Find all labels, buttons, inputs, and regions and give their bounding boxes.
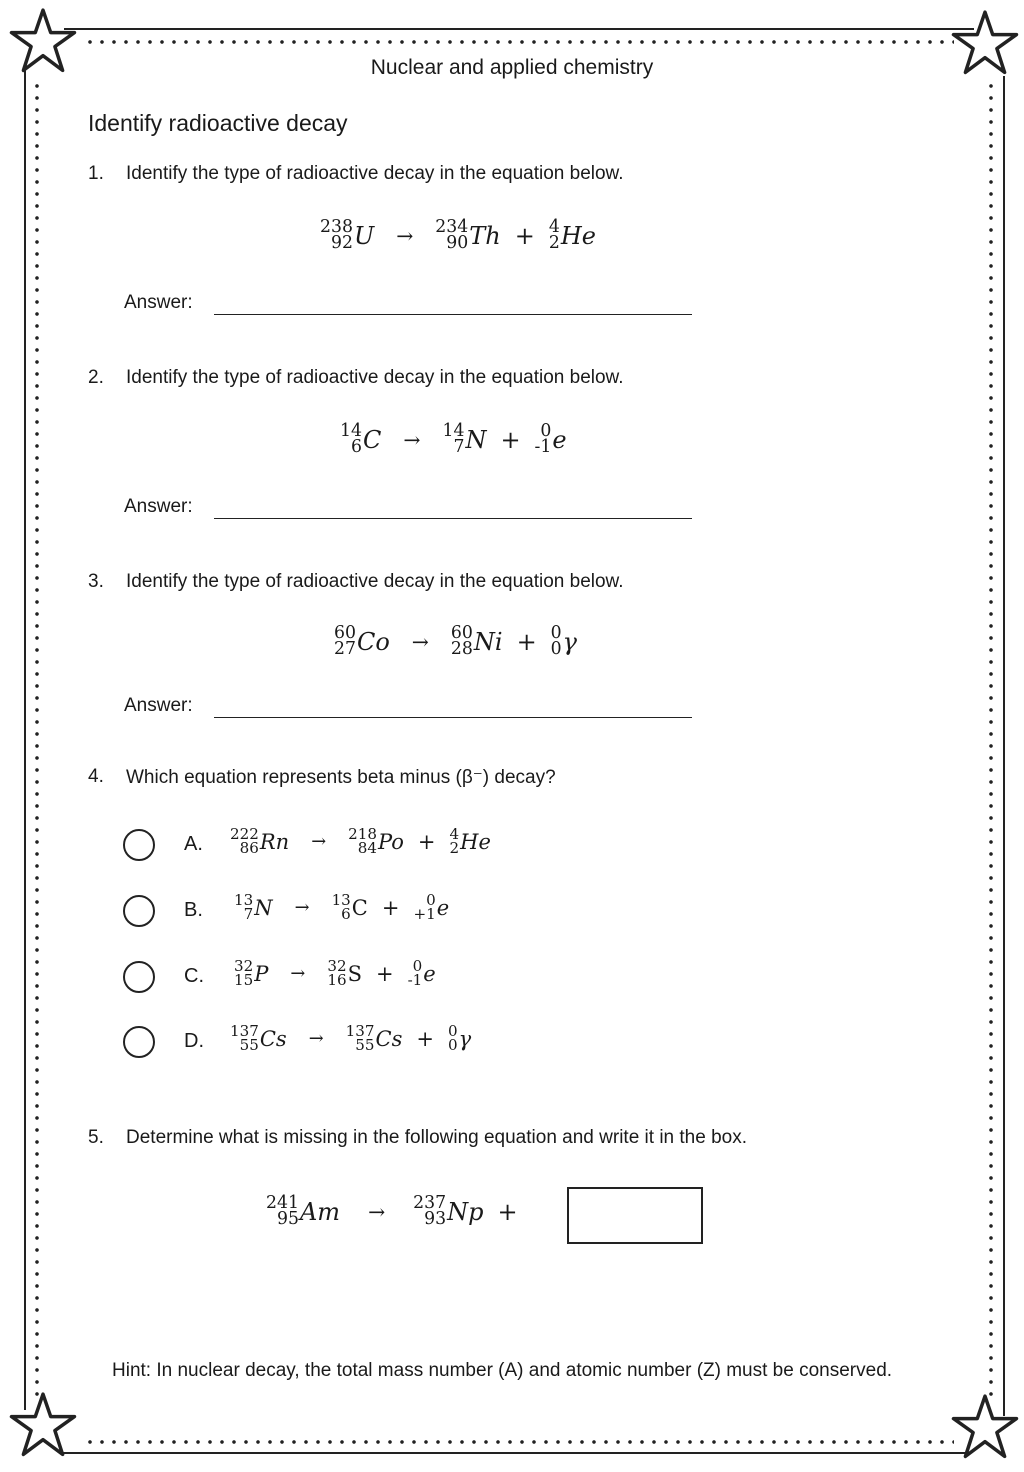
atomic-number: -1: [534, 436, 552, 457]
nuclide: [413, 1193, 484, 1229]
element-symbol: Cs: [375, 1026, 403, 1051]
reaction-arrow: →: [290, 963, 306, 985]
border-right-dots: [989, 80, 993, 1400]
nuclide: [345, 1022, 403, 1054]
radio-option-d[interactable]: [123, 1026, 155, 1058]
nuclide: [234, 957, 269, 989]
option-letter: C.: [184, 965, 204, 987]
nuclide: [550, 623, 578, 659]
element-symbol: C: [362, 425, 382, 454]
plus-sign: +: [500, 425, 521, 454]
atomic-number: 0: [447, 1035, 458, 1054]
nuclide: [234, 891, 273, 923]
atomic-number: 15: [234, 970, 254, 989]
atomic-number: 86: [239, 838, 259, 857]
element-symbol: Am: [299, 1197, 341, 1226]
nuclide: [435, 217, 501, 253]
plus-sign: +: [497, 1197, 518, 1226]
nuclide: [449, 825, 491, 857]
star-icon: [8, 1390, 78, 1460]
question-number: 4.: [88, 766, 104, 787]
mass-number: 14: [340, 421, 362, 441]
nuclide: [548, 217, 596, 253]
element-symbol: He: [560, 221, 596, 250]
mass-number: 222: [230, 825, 259, 843]
radio-option-b[interactable]: [123, 895, 155, 927]
nuclear-equation: [334, 623, 578, 659]
border-top-dots: [84, 40, 954, 44]
mass-number: 60: [450, 623, 473, 643]
mass-number: 13: [331, 891, 351, 909]
nuclide: [348, 825, 404, 857]
reaction-arrow: →: [308, 1028, 324, 1050]
question-number: 5.: [88, 1127, 104, 1148]
nuclide: [447, 1022, 472, 1054]
question-number: 2.: [88, 367, 104, 388]
mass-number: 0: [540, 421, 552, 441]
element-symbol: Cs: [259, 1026, 287, 1051]
atomic-number: 7: [243, 904, 254, 923]
mass-number: 32: [327, 957, 347, 975]
nuclide: [334, 623, 390, 659]
mass-number: 137: [345, 1022, 375, 1040]
element-symbol: e: [423, 961, 436, 986]
border-right-line: [1003, 76, 1005, 1416]
mass-number: 4: [548, 217, 560, 237]
nuclide: [320, 217, 375, 253]
atomic-number: 90: [446, 232, 469, 253]
border-bottom-dots: [84, 1440, 954, 1444]
border-bottom-line: [60, 1452, 970, 1454]
mass-number: 32: [234, 957, 254, 975]
nuclear-equation: [340, 421, 567, 457]
nuclide: [266, 1193, 341, 1229]
element-symbol: N: [254, 895, 273, 920]
border-left-line: [24, 70, 26, 1410]
atomic-number: 92: [330, 232, 353, 253]
mass-number: 137: [230, 1022, 259, 1040]
element-symbol: Ni: [473, 627, 503, 656]
element-symbol: S: [347, 961, 362, 986]
element-symbol: e: [436, 895, 450, 920]
element-symbol: C: [351, 895, 368, 920]
question-text: Identify the type of radioactive decay in the equation below.: [126, 571, 624, 592]
answer-label: Answer:: [124, 496, 193, 517]
atomic-number: 16: [327, 970, 347, 989]
atomic-number: 7: [453, 436, 465, 457]
nuclide: [534, 421, 567, 457]
question-text: Determine what is missing in the following equation and write it in the box.: [126, 1127, 747, 1148]
option-equation: [230, 825, 491, 857]
nuclide: [413, 891, 450, 923]
mass-number: 13: [234, 891, 254, 909]
element-symbol: Po: [377, 829, 404, 854]
atomic-number: 0: [550, 638, 562, 659]
atomic-number: 84: [357, 838, 377, 857]
reaction-arrow: →: [368, 1199, 386, 1224]
question-text: Which equation represents beta minus (β⁻) decay?: [126, 767, 556, 788]
nuclide: [340, 421, 382, 457]
answer-label: Answer:: [124, 292, 193, 313]
section-title: Identify radioactive decay: [88, 110, 348, 136]
radio-option-c[interactable]: [123, 961, 155, 993]
nuclide: [442, 421, 487, 457]
element-symbol: Np: [447, 1197, 484, 1226]
question-number: 3.: [88, 571, 104, 592]
atomic-number: 28: [450, 638, 473, 659]
nuclide: [407, 957, 436, 989]
mass-number: 237: [413, 1193, 447, 1213]
element-symbol: N: [465, 425, 487, 454]
element-symbol: Rn: [259, 829, 290, 854]
nuclide: [450, 623, 503, 659]
mass-number: 234: [435, 217, 469, 237]
answer-line[interactable]: [214, 518, 692, 519]
question-number: 1.: [88, 163, 104, 184]
option-equation: [234, 891, 450, 923]
mass-number: 14: [442, 421, 465, 441]
option-equation: [230, 1022, 472, 1054]
question-text: Identify the type of radioactive decay in the equation below.: [126, 163, 624, 184]
atomic-number: 6: [350, 436, 362, 457]
radio-option-a[interactable]: [123, 829, 155, 861]
element-symbol: He: [460, 829, 491, 854]
option-letter: A.: [184, 833, 203, 855]
border-left-dots: [35, 80, 39, 1400]
mass-number: 0: [447, 1022, 458, 1040]
page-title: Nuclear and applied chemistry: [370, 56, 654, 79]
element-symbol: P: [254, 961, 269, 986]
answer-line[interactable]: [214, 314, 692, 315]
answer-line[interactable]: [214, 717, 692, 718]
plus-sign: +: [417, 829, 436, 854]
atomic-number: -1: [407, 970, 423, 989]
mass-number: 60: [334, 623, 356, 643]
element-symbol: e: [552, 425, 567, 454]
reaction-arrow: →: [311, 831, 327, 853]
mass-number: 0: [550, 623, 562, 643]
element-symbol: Th: [469, 221, 501, 250]
mass-number: 238: [320, 217, 353, 237]
nuclide: [327, 957, 362, 989]
nuclide: [331, 891, 368, 923]
atomic-number: +1: [413, 904, 436, 923]
plus-sign: +: [514, 221, 535, 250]
option-letter: D.: [184, 1030, 204, 1052]
nuclide: [230, 1022, 287, 1054]
element-symbol: γ: [562, 627, 578, 656]
element-symbol: γ: [458, 1026, 472, 1051]
answer-box[interactable]: [567, 1187, 703, 1244]
reaction-arrow: →: [396, 223, 414, 248]
answer-label: Answer:: [124, 695, 193, 716]
mass-number: 241: [266, 1193, 299, 1213]
plus-sign: +: [381, 895, 400, 920]
nuclear-equation: [266, 1193, 532, 1229]
border-top-line: [64, 28, 974, 30]
mass-number: 4: [449, 825, 460, 843]
mass-number: 0: [426, 891, 436, 909]
hint-text: Hint: In nuclear decay, the total mass number (A) and atomic number (Z) must be conserved.: [112, 1360, 893, 1381]
plus-sign: +: [375, 961, 394, 986]
question-text: Identify the type of radioactive decay in the equation below.: [126, 367, 624, 388]
reaction-arrow: →: [403, 427, 421, 452]
atomic-number: 95: [276, 1208, 299, 1229]
mass-number: 0: [412, 957, 423, 975]
mass-number: 218: [348, 825, 377, 843]
plus-sign: +: [516, 627, 537, 656]
star-icon: [950, 1392, 1020, 1462]
option-letter: B.: [184, 899, 203, 921]
atomic-number: 27: [334, 638, 356, 659]
atomic-number: 6: [341, 904, 351, 923]
atomic-number: 93: [424, 1208, 447, 1229]
atomic-number: 2: [449, 838, 460, 857]
atomic-number: 55: [355, 1035, 375, 1054]
nuclear-equation: [320, 217, 596, 253]
plus-sign: +: [416, 1026, 434, 1051]
atomic-number: 2: [548, 232, 560, 253]
element-symbol: Co: [356, 627, 390, 656]
option-equation: [234, 957, 436, 989]
reaction-arrow: →: [294, 897, 310, 919]
atomic-number: 55: [239, 1035, 259, 1054]
reaction-arrow: →: [411, 629, 429, 654]
element-symbol: U: [353, 221, 375, 250]
nuclide: [230, 825, 290, 857]
